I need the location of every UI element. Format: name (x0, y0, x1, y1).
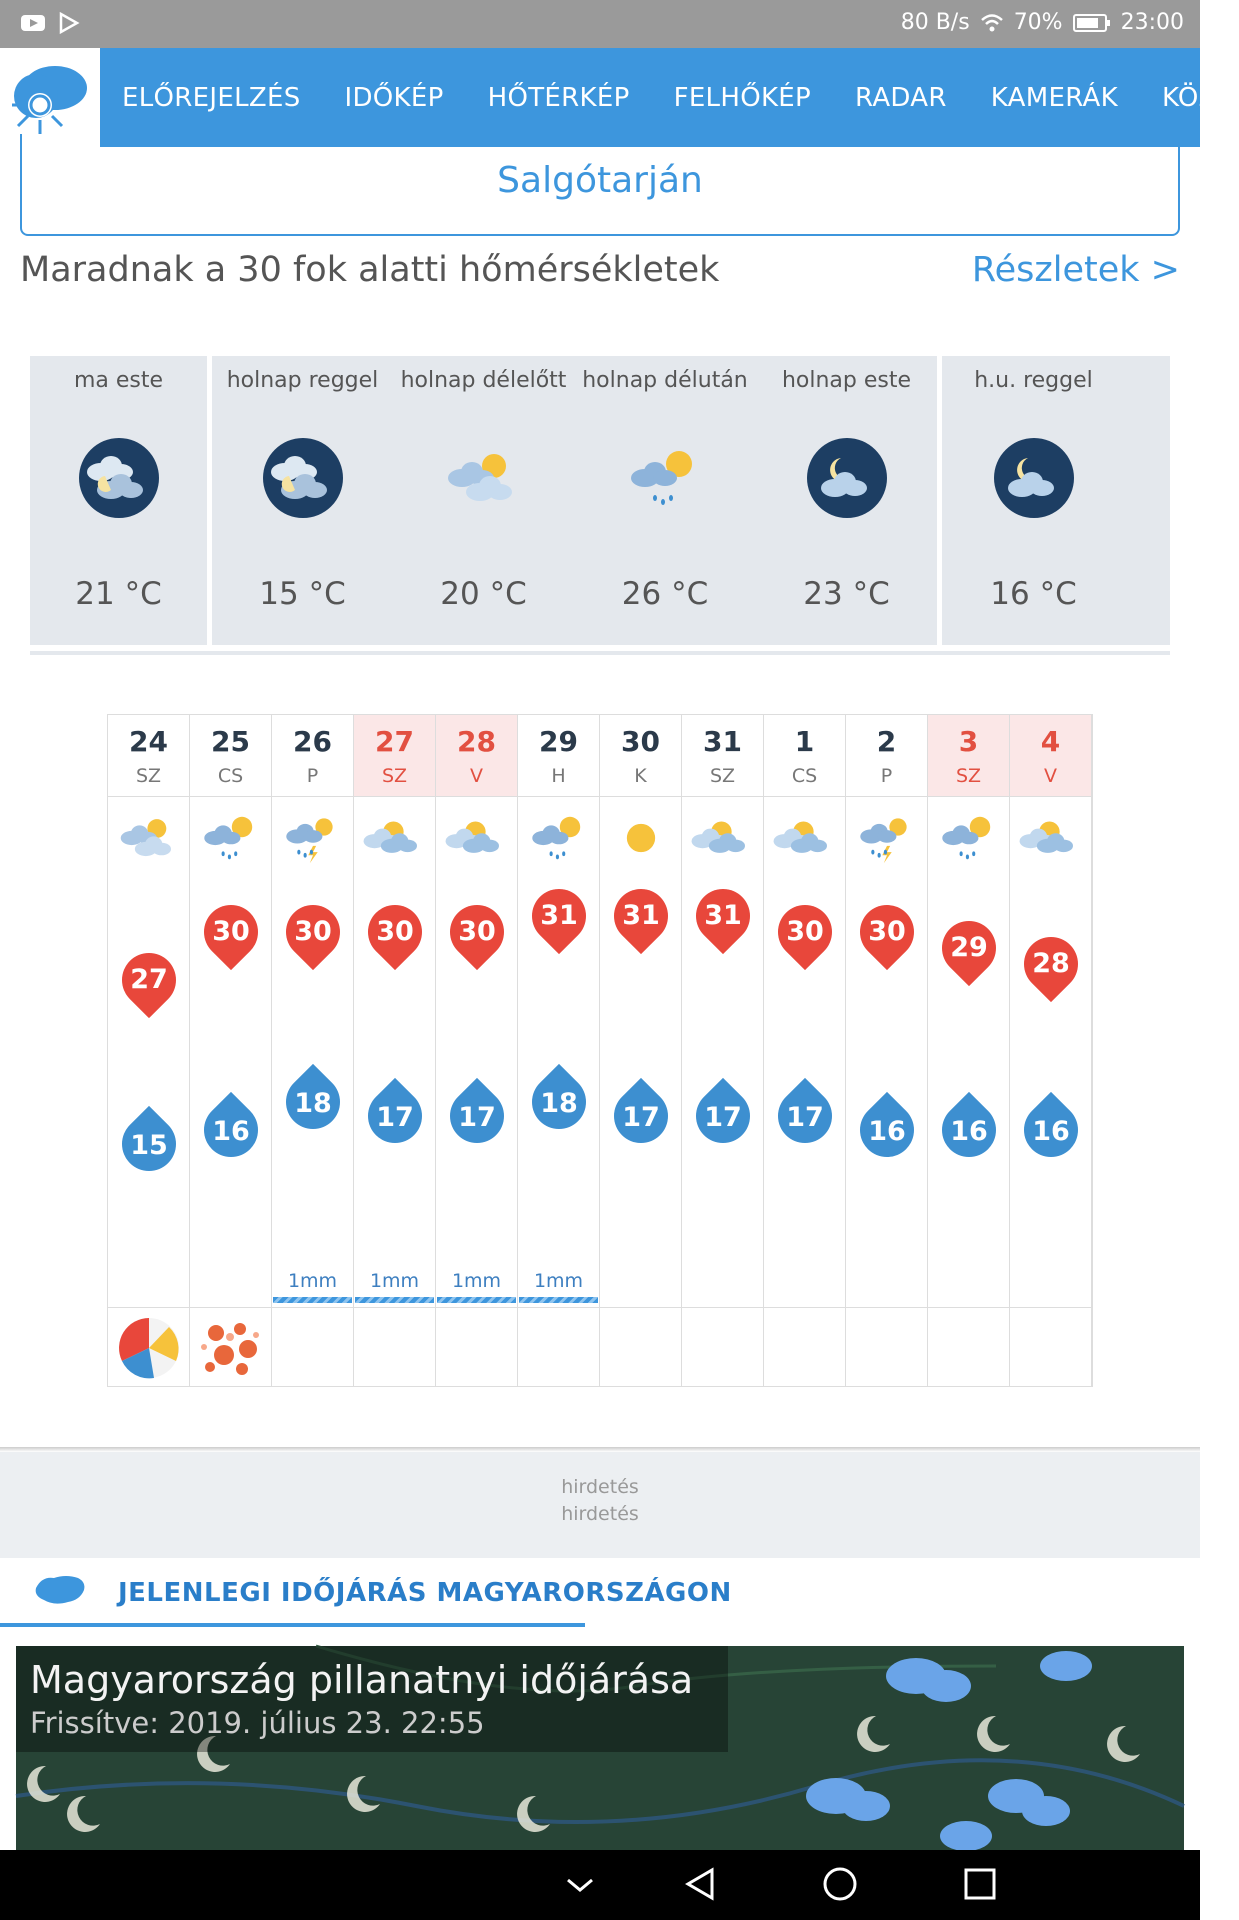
period-icon (623, 436, 707, 520)
short-forecast-item (942, 356, 1125, 645)
partly-sunny-icon (690, 805, 756, 871)
min-temp-value: 17 (458, 1102, 496, 1133)
period-icon (805, 436, 889, 520)
section-underline (0, 1623, 585, 1627)
max-temp-value: 30 (868, 916, 906, 947)
min-temp-value: 16 (950, 1116, 988, 1147)
system-nav-bar (0, 1850, 1200, 1920)
beach-ball-icon (114, 1315, 184, 1381)
row-divider (272, 1307, 353, 1308)
day-number: 4 (1040, 725, 1061, 758)
rain-bar (273, 1297, 352, 1303)
partly-sunny-icon (362, 805, 428, 871)
net-speed: 80 B/s (900, 10, 970, 35)
day-name: V (1044, 765, 1057, 787)
min-temp-value: 16 (212, 1116, 250, 1147)
divider (30, 651, 1170, 655)
back-icon[interactable] (680, 1864, 720, 1904)
day-weather-icon (854, 805, 920, 871)
city-selector[interactable]: Salgótarján (20, 134, 1180, 236)
day-weather-icon (1018, 805, 1084, 871)
max-temp-value: 30 (212, 916, 250, 947)
period-label: ma este (73, 368, 164, 393)
nav-elorejelzes[interactable]: ELŐREJELZÉS (122, 82, 301, 113)
thunderstorm-icon (854, 805, 920, 871)
current-weather-map[interactable] (16, 1646, 1184, 1850)
max-temp-value: 31 (622, 900, 660, 931)
day-column[interactable] (682, 715, 764, 1386)
period-icon (77, 436, 161, 520)
day-weather-icon (608, 805, 674, 871)
min-temp-value: 16 (868, 1116, 906, 1147)
min-temp-value: 16 (1032, 1116, 1070, 1147)
home-icon[interactable] (820, 1864, 860, 1904)
day-header (764, 715, 845, 797)
short-forecast-item (30, 356, 207, 645)
day-weather-icon (772, 805, 838, 871)
period-temp: 23 °C (803, 576, 890, 612)
max-temp-value: 30 (458, 916, 496, 947)
day-column[interactable] (518, 715, 600, 1386)
row-divider (600, 1307, 681, 1308)
map-title: Magyarország pillanatnyi időjárása (30, 1658, 694, 1702)
pollen-icon (196, 1315, 266, 1381)
day-name: SZ (955, 765, 982, 787)
day-column[interactable] (928, 715, 1010, 1386)
nav-radar[interactable]: RADAR (855, 82, 947, 113)
max-temp-value: 29 (950, 932, 988, 963)
rain-bar (355, 1297, 434, 1303)
row-divider (518, 1307, 599, 1308)
nav-felhokep[interactable]: FELHŐKÉP (673, 82, 812, 113)
night-cloudy-icon (261, 436, 345, 520)
short-forecast-item (393, 356, 574, 645)
sun-rain-icon (623, 436, 707, 520)
period-temp: 26 °C (621, 576, 709, 612)
row-divider (354, 1307, 435, 1308)
day-column[interactable] (1010, 715, 1092, 1386)
short-forecast-item (756, 356, 937, 645)
day-name: P (306, 765, 319, 787)
sun-rain-icon (198, 805, 264, 871)
day-header (600, 715, 681, 797)
day-header (682, 715, 763, 797)
thunderstorm-icon (280, 805, 346, 871)
day-column[interactable] (846, 715, 928, 1386)
period-icon (442, 436, 526, 520)
max-temp-value: 31 (540, 900, 578, 931)
sun-rain-icon (936, 805, 1002, 871)
day-number: 30 (621, 725, 660, 758)
day-number: 31 (703, 725, 742, 758)
day-number: 26 (293, 725, 332, 758)
period-temp: 20 °C (440, 576, 527, 612)
day-column[interactable] (354, 715, 436, 1386)
row-divider (190, 1307, 271, 1308)
day-weather-icon (444, 805, 510, 871)
min-temp-value: 15 (130, 1130, 168, 1161)
day-column[interactable] (108, 715, 190, 1386)
max-temp-value: 31 (704, 900, 742, 931)
rain-amount: 1mm (451, 1270, 502, 1292)
partly-sunny-icon (444, 805, 510, 871)
night-partly-cloudy-icon (992, 436, 1076, 520)
rain-bar (437, 1297, 516, 1303)
row-divider (682, 1307, 763, 1308)
period-icon (992, 436, 1076, 520)
period-label: holnap este (781, 368, 912, 393)
day-number: 24 (129, 725, 168, 758)
row-divider (1010, 1307, 1091, 1308)
row-divider (436, 1307, 517, 1308)
ad-label: hirdetés (561, 1476, 639, 1498)
min-temp-value: 17 (704, 1102, 742, 1133)
day-name: CS (791, 765, 818, 787)
details-link[interactable]: Részletek > (971, 250, 1180, 290)
rain-amount: 1mm (287, 1270, 338, 1292)
battery-percent: 70% (1013, 10, 1063, 35)
sunny-icon (608, 805, 674, 871)
day-weather-icon (690, 805, 756, 871)
nav-hoterkep[interactable]: HŐTÉRKÉP (487, 82, 630, 113)
partly-cloudy-icon (442, 436, 526, 520)
nav-kamerak[interactable]: KAMERÁK (990, 82, 1118, 113)
section-title: JELENLEGI IDŐJÁRÁS MAGYARORSZÁGON (118, 1578, 732, 1608)
period-temp: 15 °C (259, 576, 346, 612)
short-forecast-item (212, 356, 393, 645)
day-number: 3 (958, 725, 979, 758)
day-weather-icon (198, 805, 264, 871)
min-temp-value: 17 (622, 1102, 660, 1133)
battery-icon (1073, 13, 1111, 33)
row-divider (764, 1307, 845, 1308)
max-temp-value: 30 (294, 916, 332, 947)
day-column[interactable] (764, 715, 846, 1386)
day-header (928, 715, 1009, 797)
min-temp-value: 18 (294, 1088, 332, 1119)
sun-rain-icon (526, 805, 592, 871)
day-header (190, 715, 271, 797)
night-partly-cloudy-icon (805, 436, 889, 520)
row-divider (108, 1307, 189, 1308)
night-cloudy-icon (77, 436, 161, 520)
row-divider (846, 1307, 927, 1308)
period-label: holnap délelőtt (400, 368, 567, 393)
day-number: 25 (211, 725, 250, 758)
day-number: 2 (876, 725, 897, 758)
day-weather-icon (526, 805, 592, 871)
day-column[interactable] (436, 715, 518, 1386)
day-number: 29 (539, 725, 578, 758)
max-temp-value: 27 (130, 964, 168, 995)
play-store-icon (58, 12, 80, 34)
day-name: V (470, 765, 483, 787)
period-icon (261, 436, 345, 520)
day-header (518, 715, 599, 797)
max-temp-value: 30 (376, 916, 414, 947)
rain-amount: 1mm (533, 1270, 584, 1292)
nav-koz[interactable]: KÖZ (1161, 82, 1217, 113)
max-temp-value: 30 (786, 916, 824, 947)
day-header (354, 715, 435, 797)
recents-icon[interactable] (960, 1864, 1000, 1904)
daily-forecast-grid (107, 714, 1093, 1387)
partly-cloudy-icon (116, 805, 182, 871)
day-header (108, 715, 189, 797)
day-name: SZ (709, 765, 736, 787)
day-name: K (634, 765, 647, 787)
site-logo[interactable] (0, 48, 100, 147)
day-header (1010, 715, 1091, 797)
partly-sunny-icon (1018, 805, 1084, 871)
day-header (846, 715, 927, 797)
day-header (436, 715, 517, 797)
min-temp-value: 17 (376, 1102, 414, 1133)
chevron-down-icon[interactable] (562, 1872, 598, 1898)
period-label: holnap reggel (226, 368, 379, 393)
day-name: SZ (381, 765, 408, 787)
day-name: P (880, 765, 893, 787)
day-name: SZ (135, 765, 162, 787)
ad-label-2: hirdetés (561, 1503, 639, 1525)
min-temp-value: 18 (540, 1088, 578, 1119)
day-number: 28 (457, 725, 496, 758)
day-name: CS (217, 765, 244, 787)
day-weather-icon (936, 805, 1002, 871)
min-temp-value: 17 (786, 1102, 824, 1133)
row-divider (928, 1307, 1009, 1308)
partly-sunny-icon (772, 805, 838, 871)
day-number: 1 (794, 725, 815, 758)
rain-bar (519, 1297, 598, 1303)
clock: 23:00 (1120, 10, 1184, 35)
youtube-icon (20, 12, 46, 34)
period-temp: 21 °C (75, 576, 162, 612)
period-label: h.u. reggel (974, 368, 1093, 393)
day-header (272, 715, 353, 797)
day-name: H (551, 765, 566, 787)
top-navbar (0, 48, 1217, 147)
status-bar (0, 0, 1200, 48)
day-column[interactable] (272, 715, 354, 1386)
map-updated: Frissítve: 2019. július 23. 22:55 (30, 1706, 485, 1740)
rain-amount: 1mm (369, 1270, 420, 1292)
forecast-headline: Maradnak a 30 fok alatti hőmérsékletek (20, 250, 720, 290)
period-label: holnap délután (582, 368, 748, 393)
max-temp-value: 28 (1032, 948, 1070, 979)
day-weather-icon (116, 805, 182, 871)
short-forecast-item (574, 356, 756, 645)
day-number: 27 (375, 725, 414, 758)
ad-area (0, 1452, 1200, 1558)
hungary-map-icon (32, 1572, 88, 1608)
period-temp: 16 °C (990, 576, 1077, 612)
day-weather-icon (280, 805, 346, 871)
day-weather-icon (362, 805, 428, 871)
wifi-icon (980, 13, 1004, 33)
logo-icon (0, 48, 100, 147)
day-column[interactable] (190, 715, 272, 1386)
nav-idokep[interactable]: IDŐKÉP (344, 82, 444, 113)
day-column[interactable] (600, 715, 682, 1386)
